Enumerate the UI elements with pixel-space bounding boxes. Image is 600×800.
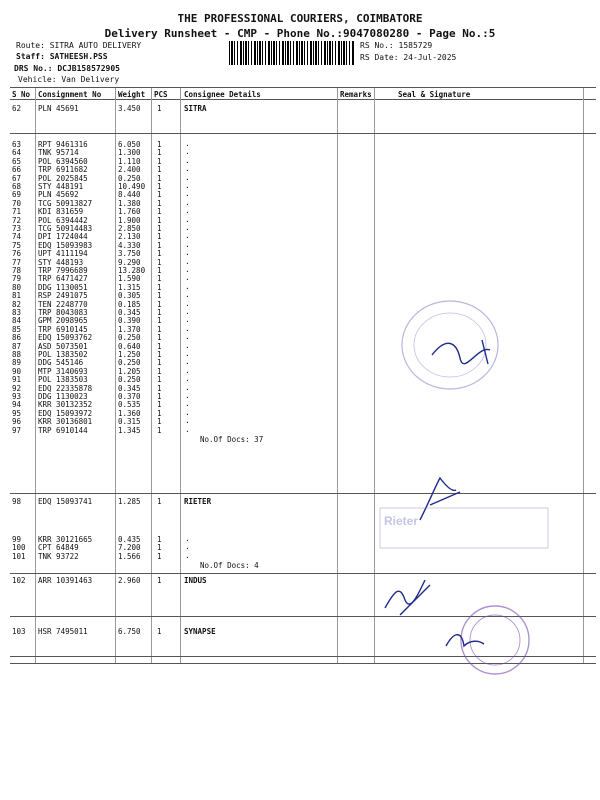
- row-sno: 103: [12, 627, 26, 636]
- row-weight: 0.315: [118, 417, 141, 427]
- row-pcs: 1: [157, 316, 162, 326]
- row-consignment-no: EDQ 15093983: [38, 240, 93, 250]
- row-pcs: 1: [157, 308, 162, 317]
- staff-label: Staff: SATHEESH.PSS: [16, 52, 108, 61]
- row-weight: 7.200: [118, 543, 141, 553]
- no-of-docs: No.Of Docs: 4: [200, 561, 259, 571]
- row-weight: 1.285: [118, 497, 141, 506]
- row-consignment-no: HSR 7495011: [38, 627, 88, 636]
- row-consignment-no: TRP 7996689: [38, 266, 88, 275]
- col-header-seal: Seal & Signature: [398, 90, 471, 99]
- col-header-pcs: PCS: [154, 90, 168, 99]
- col-divider: [337, 88, 338, 663]
- row-pcs: 1: [157, 299, 162, 309]
- route-label: Route: SITRA AUTO DELIVERY: [16, 41, 142, 50]
- row-weight: 8.440: [118, 190, 141, 200]
- row-sno: 86: [12, 333, 22, 343]
- row-consignee-dot: .: [185, 340, 190, 350]
- row-consignment-no: KRR 30132352: [38, 400, 93, 410]
- row-weight: 1.315: [118, 282, 141, 292]
- row-pcs: 1: [157, 324, 162, 334]
- row-consignment-no: DPI 1724044: [38, 232, 88, 242]
- row-weight: 1.590: [118, 274, 141, 284]
- group-separator: [10, 663, 596, 664]
- row-sno: 69: [12, 190, 22, 200]
- row-weight: 1.900: [118, 215, 141, 225]
- group-separator: [10, 133, 596, 134]
- row-weight: 0.305: [118, 291, 141, 301]
- row-consignment-no: PLN 45692: [38, 190, 79, 200]
- row-consignment-no: DDG 545146: [38, 358, 84, 368]
- row-weight: 0.640: [118, 341, 141, 351]
- row-pcs: 1: [157, 400, 162, 410]
- row-consignee-dot: .: [185, 181, 190, 190]
- row-consignee-dot: .: [185, 357, 190, 367]
- barcode: [229, 41, 355, 65]
- row-weight: 0.390: [118, 316, 141, 326]
- row-sno: 95: [12, 408, 22, 418]
- col-divider: [35, 88, 36, 663]
- row-pcs: 1: [157, 182, 162, 191]
- row-pcs: 1: [157, 148, 162, 158]
- row-weight: 1.300: [118, 148, 141, 158]
- col-header-consignee: Consignee Details: [184, 90, 261, 99]
- row-sno: 99: [12, 535, 22, 544]
- row-sno: 94: [12, 400, 22, 410]
- row-consignment-no: PLN 45691: [38, 104, 79, 113]
- row-pcs: 1: [157, 375, 162, 385]
- row-consignment-no: TRP 6910145: [38, 324, 88, 334]
- row-weight: 1.110: [118, 156, 141, 166]
- row-weight: 3.750: [118, 249, 141, 259]
- row-weight: 6.750: [118, 627, 141, 636]
- drs-label: DRS No.: DCJB158572905: [14, 64, 120, 73]
- row-sno: 82: [12, 299, 22, 309]
- no-of-docs: No.Of Docs: 37: [200, 435, 264, 444]
- row-weight: 0.250: [118, 375, 141, 385]
- row-pcs: 1: [157, 232, 162, 242]
- row-sno: 84: [12, 316, 22, 326]
- row-consignment-no: ASD 5073501: [38, 341, 88, 351]
- row-sno: 102: [12, 576, 26, 585]
- row-consignee-dot: .: [185, 290, 190, 300]
- row-pcs: 1: [157, 240, 162, 250]
- row-sno: 72: [12, 215, 22, 225]
- row-consignee-dot: .: [185, 332, 190, 342]
- row-weight: 3.450: [118, 104, 141, 113]
- row-weight: 0.250: [118, 333, 141, 343]
- row-weight: 2.400: [118, 165, 141, 175]
- row-sno: 85: [12, 324, 22, 334]
- group-separator: [10, 656, 596, 657]
- row-consignment-no: KRR 30121665: [38, 535, 93, 544]
- row-weight: 1.345: [118, 425, 141, 435]
- row-sno: 87: [12, 341, 22, 351]
- table-top-rule: [10, 87, 596, 88]
- col-divider: [115, 88, 116, 663]
- row-consignment-no: KDI 831659: [38, 207, 84, 217]
- row-pcs: 1: [157, 266, 162, 275]
- row-consignee: SYNAPSE: [184, 627, 216, 636]
- row-consignee-dot: .: [185, 542, 190, 552]
- table-header-rule: [10, 99, 596, 100]
- row-weight: 0.435: [118, 535, 141, 544]
- row-weight: 6.050: [118, 140, 141, 149]
- row-consignee-dot: .: [185, 365, 190, 375]
- row-consignee: SITRA: [184, 104, 207, 113]
- row-consignment-no: DDG 1130051: [38, 282, 88, 292]
- row-consignment-no: TRP 6911682: [38, 165, 88, 175]
- row-consignee-dot: .: [185, 172, 190, 182]
- row-consignee-dot: .: [185, 265, 190, 274]
- row-sno: 63: [12, 140, 22, 149]
- row-consignment-no: TRP 6471427: [38, 274, 88, 284]
- row-consignee-dot: .: [185, 139, 190, 148]
- row-weight: 0.345: [118, 383, 141, 393]
- row-pcs: 1: [157, 425, 162, 435]
- row-weight: 2.850: [118, 224, 141, 233]
- row-sno: 77: [12, 257, 22, 267]
- row-pcs: 1: [157, 535, 162, 544]
- row-sno: 81: [12, 291, 22, 301]
- row-sno: 88: [12, 350, 22, 359]
- row-sno: 100: [12, 543, 26, 553]
- row-consignee-dot: .: [185, 273, 190, 283]
- row-pcs: 1: [157, 627, 162, 636]
- row-weight: 0.250: [118, 358, 141, 368]
- row-consignment-no: RPT 9461316: [38, 140, 88, 149]
- row-consignee-dot: .: [185, 550, 190, 560]
- page-title: THE PROFESSIONAL COURIERS, COIMBATORE: [177, 12, 423, 25]
- row-consignment-no: TNK 95714: [38, 148, 79, 158]
- row-pcs: 1: [157, 215, 162, 225]
- row-weight: 2.960: [118, 576, 141, 585]
- row-sno: 66: [12, 165, 22, 175]
- row-consignment-no: TNK 93722: [38, 551, 79, 561]
- row-consignee: INDUS: [184, 576, 207, 585]
- group-separator: [10, 573, 596, 574]
- row-weight: 0.250: [118, 173, 141, 183]
- col-divider: [180, 88, 181, 663]
- row-consignment-no: EDQ 22335878: [38, 383, 93, 393]
- row-sno: 64: [12, 148, 22, 158]
- rs-no-label: RS No.: 1585729: [360, 41, 433, 50]
- row-pcs: 1: [157, 417, 162, 427]
- row-pcs: 1: [157, 392, 162, 401]
- row-weight: 4.330: [118, 240, 141, 250]
- col-header-consignment: Consignment No: [38, 90, 102, 99]
- row-pcs: 1: [157, 383, 162, 393]
- row-pcs: 1: [157, 291, 162, 301]
- row-consignment-no: TCG 50914483: [38, 224, 93, 233]
- stamp-text: Rieter: [384, 514, 419, 528]
- row-weight: 1.760: [118, 207, 141, 217]
- row-sno: 79: [12, 274, 22, 284]
- col-divider: [151, 88, 152, 663]
- row-sno: 89: [12, 358, 22, 368]
- row-consignee-dot: .: [185, 248, 190, 258]
- signature-1: [432, 340, 490, 364]
- row-consignee: RIETER: [184, 497, 212, 506]
- row-pcs: 1: [157, 408, 162, 418]
- row-sno: 70: [12, 198, 22, 208]
- row-pcs: 1: [157, 198, 162, 208]
- row-consignment-no: GPM 2098965: [38, 316, 88, 326]
- col-header-weight: Weight: [118, 90, 146, 99]
- col-header-sno: S No: [12, 90, 31, 99]
- row-pcs: 1: [157, 249, 162, 259]
- row-pcs: 1: [157, 576, 162, 585]
- group-separator: [10, 616, 596, 617]
- row-consignee-dot: .: [185, 534, 190, 543]
- row-consignee-dot: .: [185, 374, 190, 384]
- row-pcs: 1: [157, 358, 162, 368]
- row-consignment-no: TRP 8043083: [38, 308, 88, 317]
- row-consignment-no: KRR 30136801: [38, 417, 93, 427]
- row-sno: 98: [12, 497, 22, 506]
- row-consignment-no: TCG 50913827: [38, 198, 93, 208]
- row-weight: 1.380: [118, 198, 141, 208]
- row-sno: 83: [12, 308, 22, 317]
- row-sno: 71: [12, 207, 22, 217]
- row-pcs: 1: [157, 104, 162, 113]
- rs-date-label: RS Date: 24-Jul-2025: [360, 53, 457, 62]
- row-consignment-no: EDQ 15093741: [38, 497, 93, 506]
- signature-4: [446, 635, 484, 646]
- row-consignee-dot: .: [185, 223, 190, 232]
- row-sno: 74: [12, 232, 22, 242]
- row-sno: 67: [12, 173, 22, 183]
- row-sno: 68: [12, 182, 22, 191]
- row-sno: 90: [12, 366, 22, 376]
- row-sno: 65: [12, 156, 22, 166]
- row-pcs: 1: [157, 341, 162, 351]
- row-consignee-dot: .: [185, 281, 190, 291]
- signature-2: [420, 478, 460, 520]
- row-consignee-dot: .: [185, 164, 190, 174]
- row-weight: 9.290: [118, 257, 141, 267]
- row-pcs: 1: [157, 257, 162, 267]
- row-weight: 0.185: [118, 299, 141, 309]
- row-consignment-no: RSP 2491075: [38, 291, 88, 301]
- row-weight: 0.535: [118, 400, 141, 410]
- col-divider: [583, 88, 584, 663]
- row-pcs: 1: [157, 173, 162, 183]
- row-consignee-dot: .: [185, 323, 190, 333]
- row-pcs: 1: [157, 366, 162, 376]
- row-pcs: 1: [157, 165, 162, 175]
- row-consignment-no: STY 448191: [38, 182, 84, 191]
- row-consignee-dot: .: [185, 424, 190, 434]
- delivery-stamp-1: [402, 301, 498, 389]
- row-weight: 1.370: [118, 324, 141, 334]
- row-consignee-dot: .: [185, 214, 190, 224]
- vehicle-label: Vehicle: Van Delivery: [18, 75, 120, 84]
- row-sno: 62: [12, 104, 22, 113]
- row-sno: 76: [12, 249, 22, 259]
- row-consignment-no: DDG 1130023: [38, 392, 88, 401]
- row-consignee-dot: .: [185, 416, 190, 426]
- row-consignment-no: STY 448193: [38, 257, 84, 267]
- row-consignment-no: POL 1383502: [38, 350, 88, 359]
- row-consignment-no: POL 1383503: [38, 375, 88, 385]
- row-pcs: 1: [157, 333, 162, 343]
- row-consignee-dot: .: [185, 407, 190, 417]
- row-consignee-dot: .: [185, 256, 190, 266]
- row-sno: 97: [12, 425, 22, 435]
- row-consignment-no: POL 6394560: [38, 156, 88, 166]
- row-consignment-no: TEN 2248770: [38, 299, 88, 309]
- row-consignment-no: EDQ 15093972: [38, 408, 93, 418]
- row-pcs: 1: [157, 274, 162, 284]
- row-consignee-dot: .: [185, 155, 190, 165]
- row-consignee-dot: .: [185, 298, 190, 308]
- row-weight: 1.250: [118, 350, 141, 359]
- row-consignee-dot: .: [185, 231, 190, 241]
- row-pcs: 1: [157, 224, 162, 233]
- row-sno: 91: [12, 375, 22, 385]
- row-sno: 92: [12, 383, 22, 393]
- row-consignee-dot: .: [185, 399, 190, 409]
- row-pcs: 1: [157, 190, 162, 200]
- row-consignment-no: UPT 4111194: [38, 249, 88, 259]
- row-consignment-no: TRP 6910144: [38, 425, 88, 435]
- row-consignee-dot: .: [185, 391, 190, 400]
- row-consignment-no: POL 2025845: [38, 173, 88, 183]
- row-weight: 1.566: [118, 551, 141, 561]
- row-weight: 1.205: [118, 366, 141, 376]
- col-header-remarks: Remarks: [340, 90, 372, 99]
- row-consignment-no: ARR 10391463: [38, 576, 93, 585]
- page-subtitle: Delivery Runsheet - CMP - Phone No.:9047080280 - Page No.:5: [104, 27, 496, 40]
- row-pcs: 1: [157, 497, 162, 506]
- row-pcs: 1: [157, 350, 162, 359]
- row-pcs: 1: [157, 282, 162, 292]
- row-weight: 1.360: [118, 408, 141, 418]
- col-divider: [374, 88, 375, 663]
- row-sno: 80: [12, 282, 22, 292]
- row-consignee-dot: .: [185, 307, 190, 316]
- row-pcs: 1: [157, 207, 162, 217]
- row-weight: 2.130: [118, 232, 141, 242]
- row-consignee-dot: .: [185, 239, 190, 249]
- row-pcs: 1: [157, 543, 162, 553]
- row-weight: 0.370: [118, 392, 141, 401]
- row-sno: 96: [12, 417, 22, 427]
- row-weight: 0.345: [118, 308, 141, 317]
- row-sno: 93: [12, 392, 22, 401]
- row-consignment-no: POL 6394442: [38, 215, 88, 225]
- row-consignee-dot: .: [185, 382, 190, 392]
- row-consignment-no: CPT 64849: [38, 543, 79, 553]
- row-consignee-dot: .: [185, 315, 190, 325]
- row-pcs: 1: [157, 140, 162, 149]
- row-sno: 101: [12, 551, 26, 561]
- row-sno: 78: [12, 266, 22, 275]
- row-sno: 75: [12, 240, 22, 250]
- row-consignee-dot: .: [185, 206, 190, 216]
- row-consignment-no: MTP 3140693: [38, 366, 88, 376]
- row-weight: 10.490: [118, 182, 146, 191]
- row-pcs: 1: [157, 156, 162, 166]
- row-consignee-dot: .: [185, 147, 190, 157]
- signature-3: [385, 580, 430, 615]
- row-consignee-dot: .: [185, 349, 190, 358]
- group-separator: [10, 493, 596, 494]
- row-consignee-dot: .: [185, 197, 190, 207]
- row-weight: 13.280: [118, 266, 146, 275]
- row-consignee-dot: .: [185, 189, 190, 199]
- row-consignment-no: EDQ 15093762: [38, 333, 93, 343]
- row-pcs: 1: [157, 551, 162, 561]
- row-sno: 73: [12, 224, 22, 233]
